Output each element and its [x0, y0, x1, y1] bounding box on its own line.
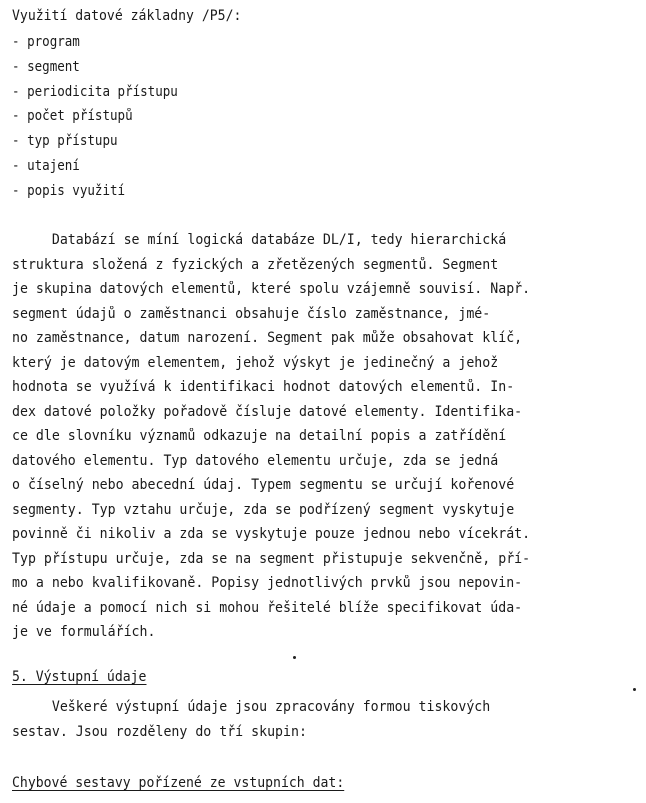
paragraph-line: ce dle slovníku významů odkazuje na detailní popis a zatřídění [12, 428, 507, 444]
paragraph-line: povinně či nikoliv a zda se vyskytuje pouze jednou nebo vícekrát. [12, 526, 531, 542]
section-5-line: Veškeré výstupní údaje jsou zpracovány formou tiskových [12, 699, 491, 715]
section-5-line: sestav. Jsou rozděleny do tří skupin: [12, 724, 307, 740]
paragraph-line: je ve formulářích. [12, 624, 156, 640]
paragraph-line: mo a nebo kvalifikovaně. Popisy jednotlivých prvků jsou nepovin- [12, 575, 523, 591]
paragraph-line: no zaměstnance, datum narození. Segment pak může obsahovat klíč, [12, 330, 523, 346]
section-5-title: 5. Výstupní údaje [12, 669, 147, 685]
list-item-popis: - popis využití [12, 183, 126, 199]
paragraph-line: který je datovým elementem, jehož výskyt je jedinečný a jehož [12, 355, 499, 371]
scan-speck [293, 656, 296, 659]
paragraph-line: segmenty. Typ vztahu určuje, zda se podřízený segment vyskytuje [12, 502, 515, 518]
list-item-utajeni: - utajení [12, 158, 80, 174]
paragraph-line: datového elementu. Typ datového elementu určuje, zda se jedná [12, 453, 499, 469]
list-item-periodicita: - periodicita přístupu [12, 84, 178, 100]
paragraph-line: je skupina datových elementů, které spolu vzájemně souvisí. Např. [12, 281, 531, 297]
scan-speck [633, 688, 636, 691]
paragraph-line: segment údajů o zaměstnanci obsahuje číslo zaměstnance, jmé- [12, 306, 491, 322]
list-item-program: - program [12, 34, 80, 50]
paragraph-line: Typ přístupu určuje, zda se na segment přistupuje sekvenčně, pří- [12, 551, 531, 567]
paragraph-line: né údaje a pomocí nich si mohou řešitelé blíže specifikovat úda- [12, 600, 523, 616]
paragraph-line: hodnota se využívá k identifikaci hodnot datových elementů. In- [12, 379, 515, 395]
subheading: Chybové sestavy pořízené ze vstupních dat: [12, 775, 345, 791]
paragraph-line: o číselný nebo abecední údaj. Typem segmentu se určují kořenové [12, 477, 515, 493]
paragraph-line: Databází se míní logická databáze DL/I, tedy hierarchická [12, 232, 507, 248]
list-item-typ: - typ přístupu [12, 133, 118, 149]
section-heading: Využití datové základny /P5/: [12, 8, 242, 24]
list-item-pocet: - počet přístupů [12, 108, 133, 124]
list-item-segment: - segment [12, 59, 80, 75]
paragraph-line: struktura složená z fyzických a zřetězených segmentů. Segment [12, 257, 499, 273]
paragraph-line: dex datové položky pořadově čísluje datové elementy. Identifika- [12, 404, 523, 420]
